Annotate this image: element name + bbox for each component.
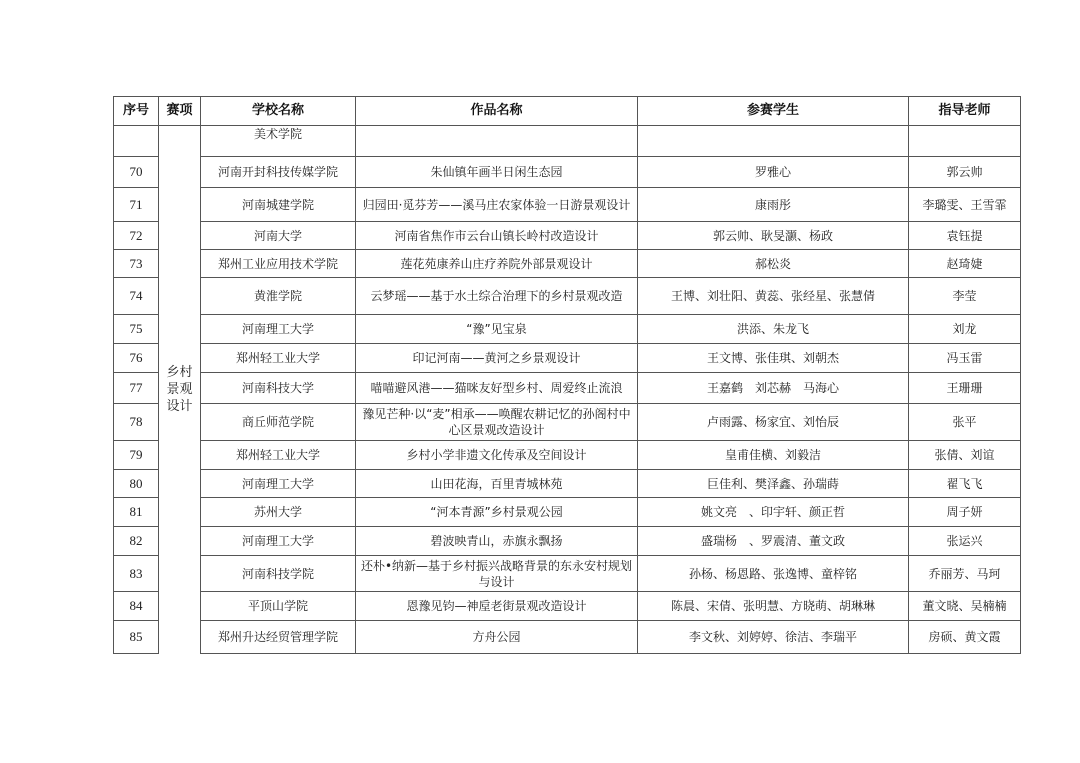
row-work: 朱仙镇年画半日闲生态园 <box>356 157 638 188</box>
row-work: 归园田·觅芬芳——溪马庄农家体验一日游景观设计 <box>356 188 638 222</box>
row-index: 83 <box>114 556 159 592</box>
row-school: 河南科技大学 <box>201 373 356 404</box>
row-school: 河南科技学院 <box>201 556 356 592</box>
continuation-school-cell: 美术学院 <box>201 126 356 157</box>
row-students: 郭云帅、耿旻灏、杨政 <box>638 222 909 250</box>
table-row <box>114 404 1021 441</box>
row-students: 罗雅心 <box>638 157 909 188</box>
continuation-row <box>114 126 1021 157</box>
row-teacher: 王珊珊 <box>909 373 1021 404</box>
continuation-teacher-cell <box>909 126 1021 157</box>
row-school: 郑州工业应用技术学院 <box>201 250 356 278</box>
row-teacher: 赵琦婕 <box>909 250 1021 278</box>
row-teacher: 李莹 <box>909 278 1021 315</box>
row-index: 78 <box>114 404 159 441</box>
row-school: 河南理工大学 <box>201 527 356 556</box>
row-students: 王博、刘壮阳、黄蕊、张经星、张慧倩 <box>638 278 909 315</box>
row-school: 河南开封科技传媒学院 <box>201 157 356 188</box>
row-work: 豫见芒种·以“麦”相承——唤醒农耕记忆的孙阁村中心区景观改造设计 <box>356 404 638 441</box>
row-teacher: 周子妍 <box>909 498 1021 527</box>
row-teacher: 房硕、黄文霞 <box>909 621 1021 654</box>
row-work: 印记河南——黄河之乡景观设计 <box>356 344 638 373</box>
row-school: 河南大学 <box>201 222 356 250</box>
row-school: 郑州轻工业大学 <box>201 441 356 470</box>
row-work: 乡村小学非遗文化传承及空间设计 <box>356 441 638 470</box>
row-teacher: 张平 <box>909 404 1021 441</box>
row-teacher: 冯玉雷 <box>909 344 1021 373</box>
row-students: 巨佳利、樊泽鑫、孙瑞蒔 <box>638 470 909 498</box>
row-teacher: 刘龙 <box>909 315 1021 344</box>
category-cell <box>159 126 201 654</box>
row-teacher: 袁钰提 <box>909 222 1021 250</box>
table-row <box>114 250 1021 278</box>
row-students: 洪添、朱龙飞 <box>638 315 909 344</box>
row-index: 74 <box>114 278 159 315</box>
row-students: 姚文亮 、印宇轩、颜正哲 <box>638 498 909 527</box>
row-school: 平顶山学院 <box>201 592 356 621</box>
continuation-students-cell <box>638 126 909 157</box>
row-work: 恩豫见钧—神垕老街景观改造设计 <box>356 592 638 621</box>
row-school: 商丘师范学院 <box>201 404 356 441</box>
table-row <box>114 498 1021 527</box>
row-work: 方舟公园 <box>356 621 638 654</box>
table-row <box>114 470 1021 498</box>
row-students: 李文秋、刘婷婷、徐洁、李瑞平 <box>638 621 909 654</box>
row-school: 郑州升达经贸管理学院 <box>201 621 356 654</box>
header-work: 作品名称 <box>356 97 638 126</box>
row-work: “河本青源”乡村景观公园 <box>356 498 638 527</box>
row-school: 苏州大学 <box>201 498 356 527</box>
continuation-work-cell <box>356 126 638 157</box>
header-teacher: 指导老师 <box>909 97 1021 126</box>
row-work: 喵喵避风港——猫咪友好型乡村、周爱终止流浪 <box>356 373 638 404</box>
row-work: 云梦瑶——基于水土综合治理下的乡村景观改造 <box>356 278 638 315</box>
row-school: 郑州轻工业大学 <box>201 344 356 373</box>
row-work: “豫”见宝泉 <box>356 315 638 344</box>
row-students: 盛瑞杨 、罗震清、董文政 <box>638 527 909 556</box>
header-category: 赛项 <box>159 97 201 126</box>
row-students: 陈晨、宋倩、张明慧、方晓萌、胡琳琳 <box>638 592 909 621</box>
continuation-index-cell <box>114 126 159 157</box>
row-index: 85 <box>114 621 159 654</box>
row-teacher: 李璐雯、王雪霏 <box>909 188 1021 222</box>
table-row <box>114 441 1021 470</box>
row-work: 还朴•纳新—基于乡村振兴战略背景的东永安村规划与设计 <box>356 556 638 592</box>
row-index: 75 <box>114 315 159 344</box>
table-row <box>114 222 1021 250</box>
row-students: 王文博、张佳琪、刘朝杰 <box>638 344 909 373</box>
row-index: 70 <box>114 157 159 188</box>
row-index: 79 <box>114 441 159 470</box>
row-index: 72 <box>114 222 159 250</box>
row-work: 碧波映青山，赤旗永飘扬 <box>356 527 638 556</box>
header-school: 学校名称 <box>201 97 356 126</box>
row-teacher: 郭云帅 <box>909 157 1021 188</box>
row-index: 76 <box>114 344 159 373</box>
table-row <box>114 373 1021 404</box>
row-school: 黄淮学院 <box>201 278 356 315</box>
row-students: 皇甫佳横、刘毅洁 <box>638 441 909 470</box>
row-teacher: 张运兴 <box>909 527 1021 556</box>
row-work: 莲花苑康养山庄疗养院外部景观设计 <box>356 250 638 278</box>
row-teacher: 翟飞飞 <box>909 470 1021 498</box>
category-label: 乡村景观设计 <box>166 365 193 415</box>
row-index: 80 <box>114 470 159 498</box>
row-teacher: 张倩、刘谊 <box>909 441 1021 470</box>
table-row <box>114 592 1021 621</box>
row-index: 77 <box>114 373 159 404</box>
award-table <box>113 96 1021 654</box>
header-index: 序号 <box>114 97 159 126</box>
row-students: 孙杨、杨恩路、张逸博、童梓铭 <box>638 556 909 592</box>
table-row <box>114 527 1021 556</box>
table-row <box>114 315 1021 344</box>
row-students: 康雨彤 <box>638 188 909 222</box>
table-row <box>114 278 1021 315</box>
table-row <box>114 188 1021 222</box>
row-index: 81 <box>114 498 159 527</box>
row-index: 82 <box>114 527 159 556</box>
table-row <box>114 344 1021 373</box>
row-work: 河南省焦作市云台山镇长岭村改造设计 <box>356 222 638 250</box>
table-header-row <box>114 97 1021 126</box>
row-school: 河南城建学院 <box>201 188 356 222</box>
table-row <box>114 556 1021 592</box>
row-school: 河南理工大学 <box>201 470 356 498</box>
row-teacher: 董文晓、吴楠楠 <box>909 592 1021 621</box>
row-index: 84 <box>114 592 159 621</box>
row-index: 73 <box>114 250 159 278</box>
row-students: 郝松炎 <box>638 250 909 278</box>
table-row <box>114 621 1021 654</box>
row-school: 河南理工大学 <box>201 315 356 344</box>
table-row <box>114 157 1021 188</box>
row-index: 71 <box>114 188 159 222</box>
row-students: 卢雨露、杨家宜、刘怡辰 <box>638 404 909 441</box>
header-students: 参赛学生 <box>638 97 909 126</box>
row-work: 山田花海，百里青城林苑 <box>356 470 638 498</box>
row-students: 王嘉鹤 刘芯赫 马海心 <box>638 373 909 404</box>
row-teacher: 乔丽芳、马珂 <box>909 556 1021 592</box>
